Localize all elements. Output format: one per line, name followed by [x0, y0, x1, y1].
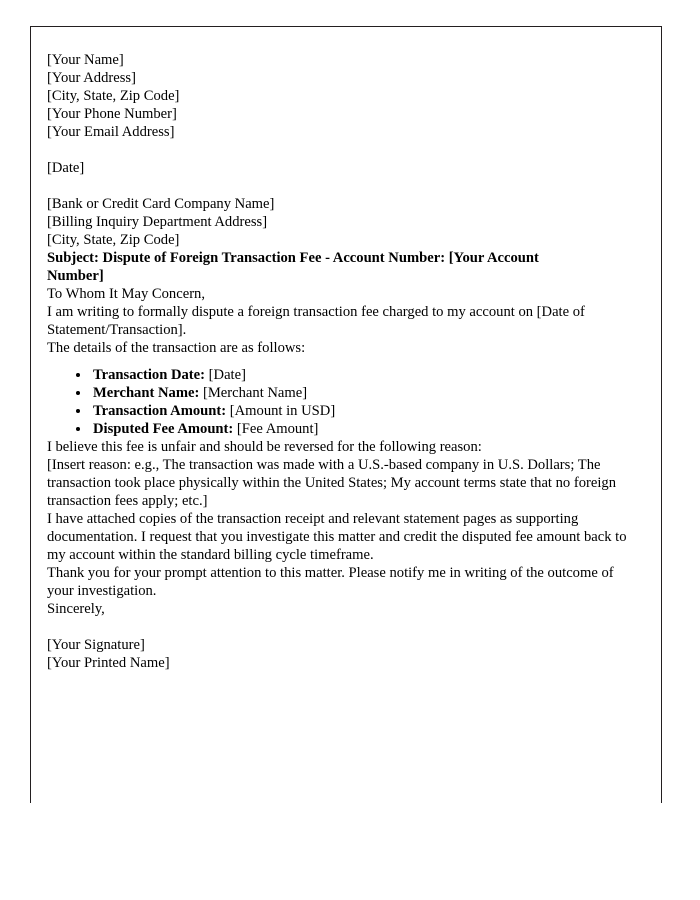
- detail-value: [Fee Amount]: [236, 421, 319, 437]
- sender-city-state-zip: [City, State, Zip Code]: [47, 88, 180, 104]
- paragraph-opening: I am writing to formally dispute a foreign transaction fee charged to my account on [Date of Statement/Transaction].: [47, 304, 585, 338]
- paragraph-details-intro: The details of the transaction are as follows:: [47, 340, 306, 356]
- list-item: [91, 402, 635, 420]
- detail-label: Merchant Name:: [93, 385, 200, 401]
- signature-block: [47, 636, 635, 672]
- recipient-department: [Billing Inquiry Department Address]: [47, 214, 268, 230]
- paragraph-reason-intro: I believe this fee is unfair and should be reversed for the following reason:: [47, 439, 482, 455]
- salutation: To Whom It May Concern,: [47, 286, 205, 302]
- detail-value: [Amount in USD]: [229, 403, 336, 419]
- sender-phone: [Your Phone Number]: [47, 106, 177, 122]
- letter-date: [Date]: [47, 160, 85, 176]
- paragraph-closing: Thank you for your prompt attention to this matter. Please notify me in writing of the outcome of your investigation.: [47, 565, 614, 599]
- sender-street: [Your Address]: [47, 70, 136, 86]
- list-item: [91, 366, 635, 384]
- paragraph-attachments: I have attached copies of the transaction receipt and relevant statement pages as supporting documentation. I request that you investigate this matter and credit the disputed fee amount back to my account within the standard billing cycle timeframe.: [47, 511, 627, 563]
- detail-label: Transaction Date:: [93, 367, 206, 383]
- list-item: [91, 384, 635, 402]
- recipient-company: [Bank or Credit Card Company Name]: [47, 196, 275, 212]
- subject-line: Subject: Dispute of Foreign Transaction Fee - Account Number: [Your Account Number]: [47, 250, 539, 284]
- signature-placeholder: [Your Signature]: [47, 637, 145, 653]
- printed-name-placeholder: [Your Printed Name]: [47, 655, 170, 671]
- detail-label: Transaction Amount:: [93, 403, 227, 419]
- detail-value: [Date]: [208, 367, 246, 383]
- sender-email: [Your Email Address]: [47, 124, 175, 140]
- document-body: [31, 27, 661, 672]
- sender-address-block: [47, 51, 635, 141]
- sender-name: [Your Name]: [47, 52, 124, 68]
- closing-salutation: Sincerely,: [47, 601, 105, 617]
- recipient-city-state-zip: [City, State, Zip Code]: [47, 232, 180, 248]
- document-page: [30, 26, 662, 803]
- transaction-details-list: [47, 366, 635, 438]
- detail-label: Disputed Fee Amount:: [93, 421, 234, 437]
- paragraph-reason-insert: [Insert reason: e.g., The transaction was made with a U.S.-based company in U.S. Dollars; The transaction took place physically within the United States; My account terms state that no foreign transaction fees apply; etc.]: [47, 457, 617, 509]
- detail-value: [Merchant Name]: [202, 385, 308, 401]
- list-item: [91, 420, 635, 438]
- recipient-address-block: [47, 195, 635, 249]
